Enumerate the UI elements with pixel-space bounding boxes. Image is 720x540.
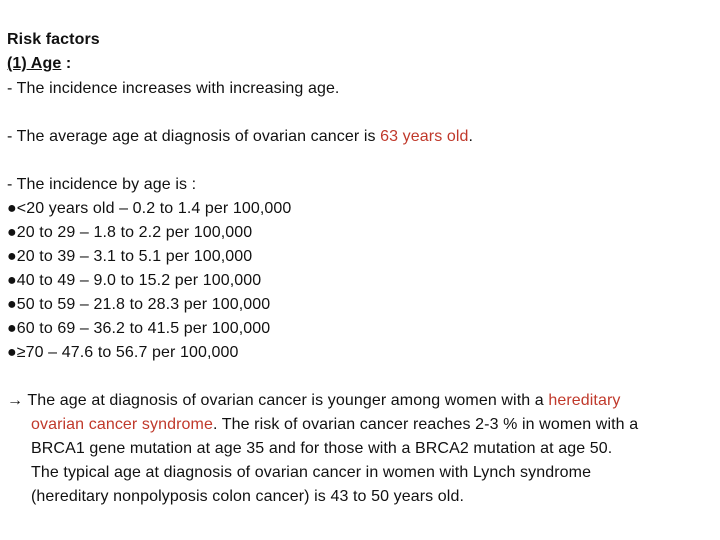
incidence-intro: - The incidence by age is : [7,176,197,193]
hereditary-highlight: hereditary [548,392,621,409]
conclusion-line-1-text: The age at diagnosis of ovarian cancer is younger among women with a [23,392,549,409]
incidence-item: ●20 to 29 – 1.8 to 2.2 per 100,000 [7,224,253,241]
incidence-item: ●≥70 – 47.6 to 56.7 per 100,000 [7,344,239,361]
bullet-average-age [7,125,473,149]
subheading [7,52,71,76]
conclusion-line-2-text: . The risk of ovarian cancer reaches 2-3 % in women with a [212,416,639,433]
conclusion-line-3: BRCA1 gene mutation at age 35 and for those with a BRCA2 mutation at age 50. [31,440,613,457]
conclusion-line-1 [7,389,621,413]
average-age-highlight: 63 years old [380,128,469,145]
page-title: Risk factors [7,31,100,48]
bullet-incidence-age: - The incidence increases with increasing age. [7,80,340,97]
incidence-item: ●60 to 69 – 36.2 to 41.5 per 100,000 [7,320,271,337]
conclusion-line-5: (hereditary nonpolyposis colon cancer) is 43 to 50 years old. [31,488,464,505]
conclusion-line-2 [31,413,638,437]
incidence-item: ●40 to 49 – 9.0 to 15.2 per 100,000 [7,272,262,289]
bullet-average-age-suffix: . [468,128,474,145]
conclusion-line-4: The typical age at diagnosis of ovarian cancer in women with Lynch syndrome [31,464,592,481]
subheading-suffix: : [61,55,72,72]
incidence-item: ●<20 years old – 0.2 to 1.4 per 100,000 [7,200,292,217]
incidence-item: ●20 to 39 – 3.1 to 5.1 per 100,000 [7,248,253,265]
subheading-label: (1) Age [7,55,62,72]
bullet-average-age-prefix: - The average age at diagnosis of ovarian cancer is [7,128,381,145]
arrow-right-icon: → [7,392,24,409]
incidence-item: ●50 to 59 – 21.8 to 28.3 per 100,000 [7,296,271,313]
syndrome-highlight: ovarian cancer syndrome [31,416,213,433]
